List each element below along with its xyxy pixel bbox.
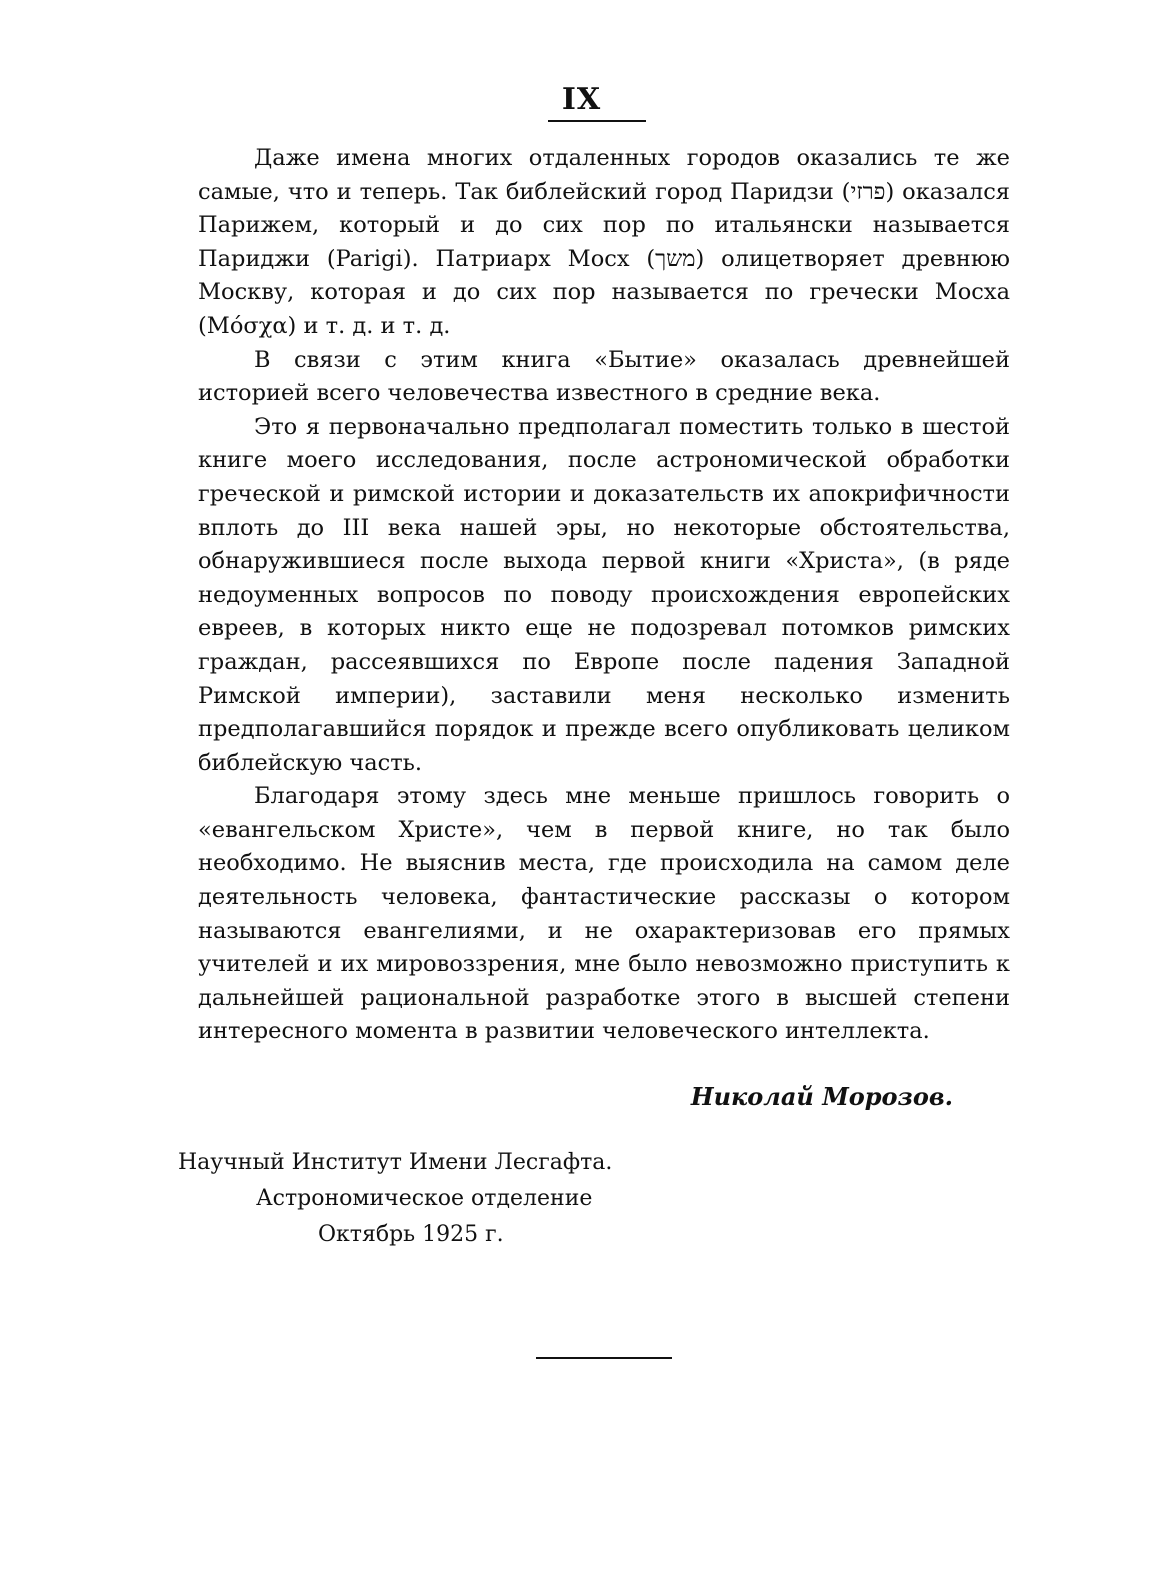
paragraph-1: Даже имена многих отдаленных городов оказались те же самые, что и теперь. Так библейский город Паридзи (פרזי) оказался Парижем, который и до сих пор по итальянски называется Париджи (Parigi). Патриарх Мосх (משך) олицетворяет древнюю Москву, которая и до сих пор называется по гречески Мосха (Μόσχα) и т. д. и т. д. [198, 145, 1011, 339]
institute-line: Научный Институт Имени Лесгафта. [178, 1150, 613, 1175]
date-line: Октябрь 1925 г. [318, 1222, 504, 1247]
body-text [198, 142, 1010, 1049]
page-number-rule [548, 120, 646, 122]
paragraph-4: Благодаря этому здесь мне меньше пришлось говорить о «евангельском Христе», чем в первой книге, но так было необходимо. Не выяснив места, где происходила на самом деле деятельность человека, фантастические рассказы о котором называются евангелиями, и не охарактеризовав его прямых учителей и их мировоззрения, мне было невозможно приступить к дальнейшей рациональной разработке этого в высшей степени интересного момента в развитии человеческого интеллекта. [198, 783, 1010, 1045]
paragraph-3: Это я первоначально предполагал поместить только в шестой книге моего исследования, после астрономической обработки греческой и римской истории и доказательств их апокрифичности вплоть до III века нашей эры, но некоторые обстоятельства, обнаружившиеся после выхода первой книги «Христа», (в ряде недоуменных вопросов по поводу происхождения европейских евреев, в которых никто еще не подозревал потомков римских граждан, рассеявшихся по Европе после падения Западной Римской империи), заставили меня несколько изменить предполагавшийся порядок и прежде всего опубликовать целиком библейскую часть. [198, 413, 1010, 776]
paragraph-2: В связи с этим книга «Бытие» оказалась древнейшей историей всего человечества известного в средние века. [198, 346, 1010, 407]
page-number: IX [561, 82, 602, 117]
department-line: Астрономическое отделение [256, 1186, 593, 1211]
author-signature: Николай Морозов. [690, 1082, 953, 1111]
closing-rule [536, 1357, 672, 1359]
